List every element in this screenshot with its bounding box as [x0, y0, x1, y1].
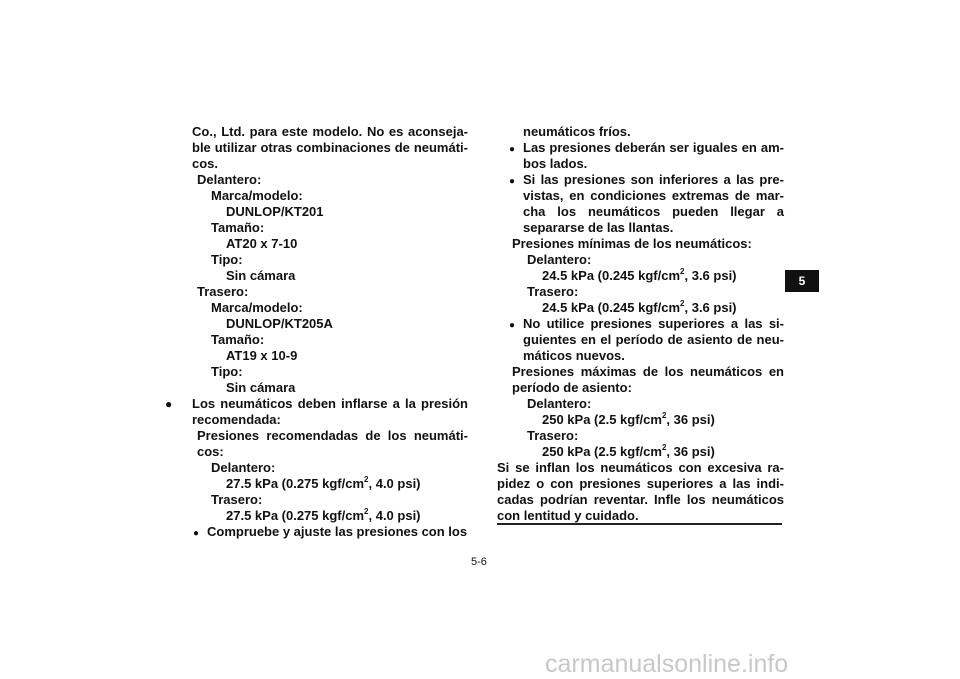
bullet-text: Las presiones deberán ser iguales en am-	[523, 140, 784, 155]
text-line: separarse de las llantas.	[523, 220, 674, 235]
brand-label: Marca/modelo:	[211, 300, 303, 315]
brand-label: Marca/modelo:	[211, 188, 303, 203]
text-line: bos lados.	[523, 156, 588, 171]
bullet-icon: ●	[193, 528, 200, 539]
pressure-value: 27.5 kPa (0.275 kgf/$cm^2$, 4.0 psi)	[226, 474, 421, 491]
warning-text: con lentitud y cuidado.	[497, 508, 639, 523]
pressure-value: 250 kPa (2.5 kgf/$cm^2$, 36 psi)	[542, 442, 715, 459]
section-divider	[497, 523, 782, 525]
warning-text: pidez o con presiones superiores a las indi-	[497, 476, 784, 491]
bullet-item	[163, 396, 468, 412]
bullet-item	[163, 524, 468, 540]
bullet-icon: ●	[509, 144, 516, 155]
type-value: Sin cámara	[226, 380, 296, 395]
text-line: Presiones recomendadas de los neumáti-	[197, 428, 468, 443]
page-number: 5-6	[471, 556, 487, 568]
size-label: Tamaño:	[211, 220, 265, 235]
bullet-icon: ●	[509, 176, 516, 187]
brand-value: DUNLOP/KT205A	[226, 316, 333, 331]
text-line: neumáticos fríos.	[523, 124, 631, 139]
pressure-value: 24.5 kPa (0.245 kgf/$cm^2$, 3.6 psi)	[542, 298, 737, 315]
front-label: Delantero:	[197, 172, 262, 187]
pressure-value: 250 kPa (2.5 kgf/$cm^2$, 36 psi)	[542, 410, 715, 427]
type-value: Sin cámara	[226, 268, 296, 283]
section-heading: Presiones mínimas de los neumáticos:	[512, 236, 752, 251]
watermark: carmanualsonline.info	[545, 650, 789, 678]
pressure-value: 27.5 kPa (0.275 kgf/$cm^2$, 4.0 psi)	[226, 506, 421, 523]
bullet-item	[497, 140, 784, 156]
text-line: máticos nuevos.	[523, 348, 625, 363]
bullet-icon: ●	[509, 320, 516, 331]
front-label: Delantero:	[211, 460, 276, 475]
text-line: Co., Ltd. para este modelo. No es aconseja-	[192, 124, 468, 139]
text-line: guientes en el período de asiento de neu-	[523, 332, 784, 347]
chapter-tab: 5	[785, 270, 819, 292]
rear-label: Trasero:	[211, 492, 263, 507]
bullet-icon: ●	[165, 397, 173, 411]
bullet-text: No utilice presiones superiores a las si-	[523, 316, 784, 331]
warning-text: Si se inflan los neumáticos con excesiva ra-	[497, 460, 784, 475]
size-label: Tamaño:	[211, 332, 265, 347]
section-heading: Presiones máximas de los neumáticos en	[512, 364, 784, 379]
text-line: vistas, en condiciones extremas de mar-	[523, 188, 784, 203]
right-column	[497, 124, 784, 524]
text-line: cos.	[192, 156, 219, 171]
left-column	[163, 124, 468, 540]
text-line: ble utilizar otras combinaciones de neumáti-	[192, 140, 468, 155]
bullet-item	[497, 172, 784, 188]
size-value: AT19 x 10-9	[226, 348, 298, 363]
text-line: cha los neumáticos pueden llegar a	[523, 204, 784, 219]
type-label: Tipo:	[211, 364, 243, 379]
type-label: Tipo:	[211, 252, 243, 267]
front-label: Delantero:	[527, 396, 592, 411]
warning-text: cadas podrían reventar. Infle los neumáticos	[497, 492, 784, 507]
pressure-value: 24.5 kPa (0.245 kgf/$cm^2$, 3.6 psi)	[542, 266, 737, 283]
front-label: Delantero:	[527, 252, 592, 267]
rear-label: Trasero:	[197, 284, 249, 299]
bullet-text: Si las presiones son inferiores a las pre-	[523, 172, 784, 187]
brand-value: DUNLOP/KT201	[226, 204, 324, 219]
text-line: recomendada:	[192, 412, 281, 427]
rear-label: Trasero:	[527, 284, 579, 299]
bullet-text: Compruebe y ajuste las presiones con los	[207, 524, 468, 539]
text-line: cos:	[197, 444, 224, 459]
section-heading: período de asiento:	[512, 380, 632, 395]
size-value: AT20 x 7-10	[226, 236, 298, 251]
bullet-text: Los neumáticos deben inflarse a la presión	[192, 396, 468, 411]
rear-label: Trasero:	[527, 428, 579, 443]
bullet-item	[497, 316, 784, 332]
